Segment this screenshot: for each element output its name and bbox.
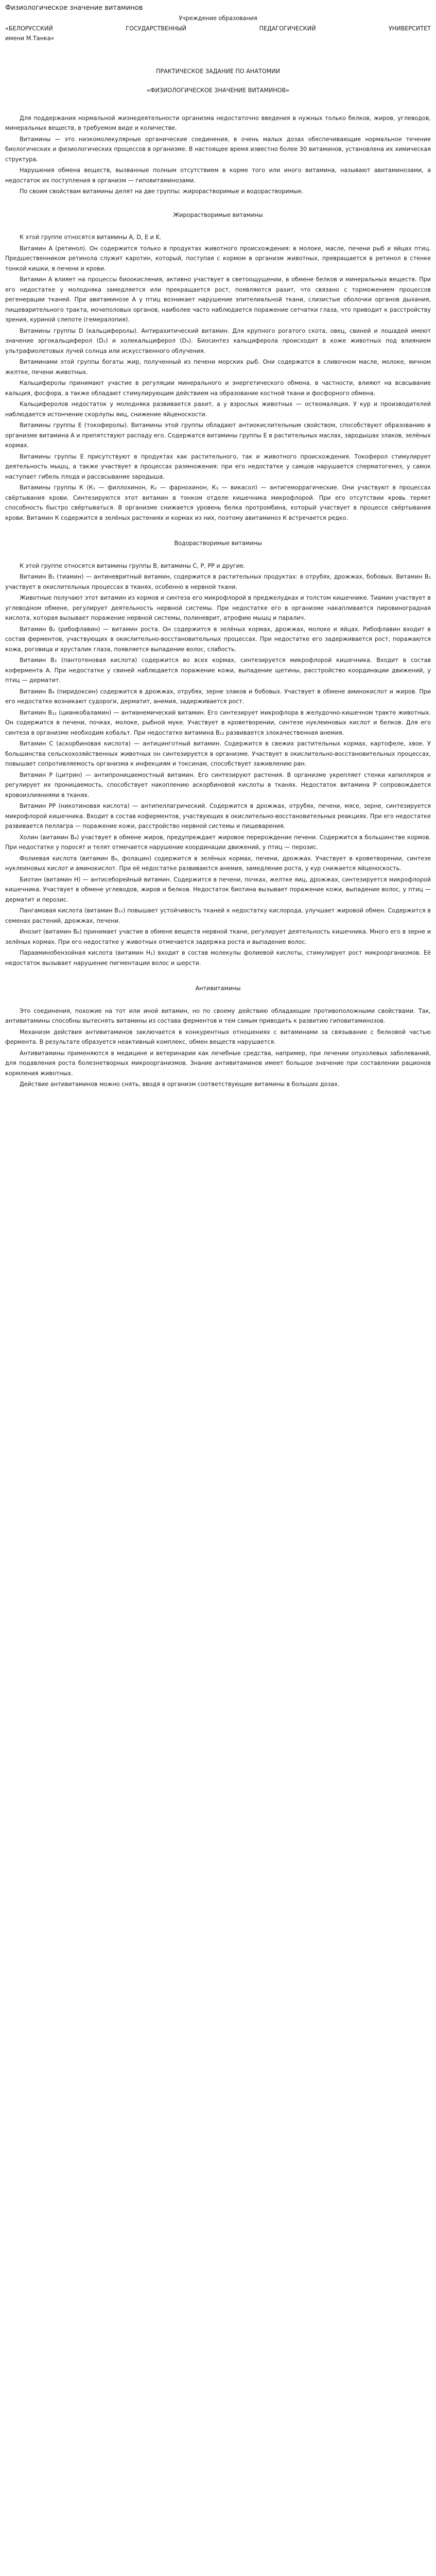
antivitamins-section [5, 1006, 431, 1090]
paragraph: К этой группе относятся витамины группы В, витамины С, Р, РР и другие. [20, 562, 246, 569]
paragraph: Парааминобензойная кислота (витамин Н₁) входит в состав молекулы фолиевой кислоты, стимулирует рост микроорганизмов. Её недостаток вызывает нарушение пигментации волос и шерсти. [5, 950, 431, 967]
water-soluble-section [5, 561, 431, 969]
paragraph: Пангамовая кислота (витамин В₁₅) повышает устойчивость тканей к недостатку кислорода, улучшает жировой обмен. Содержится в семенах растений, дрожжах, печени. [5, 907, 431, 924]
fat-soluble-section [5, 232, 431, 523]
paragraph: Антивитамины применяются в медицине и ветеринарии как лечебные средства, например, при лечении опухолевых заболеваний, для подавления роста болезнетворных микроорганизмов. Знание антивитаминов имеет большое значение при составлении рационов кормления животных. [5, 1049, 431, 1077]
section-title-water-soluble: Водорастворимые витамины [174, 540, 262, 547]
paragraph: Витамин С (аскорбиновая кислота) — антицинготный витамин. Содержится в свежих растительных кормах, картофеле, хвое. У большинства сельскохозяйственных животных он синтезируется в организме. Участвует в окислительно-восстановительных процессах, повышает сопротивляемость организма к инфекциям и токсинам, способствует заживлению ран. [5, 740, 431, 767]
section-title-antivitamins: Антивитамины [195, 985, 241, 992]
paragraph: К этой группе относятся витамины A, D, E и K. [20, 234, 162, 241]
paragraph: Кальциферолов недостаток у молодняка развивается рахит, а у взрослых животных — остеомаляция. У кур и производителей наблюдается истончение скорлупы яиц, снижение яйценоскости. [5, 401, 431, 418]
paragraph: Витамины — это низкомолекулярные органические соединения, в очень малых дозах обеспечивающие нормальное течение биологических и физиологических процессов в организме. В настоящее время известно более 30 витаминов, установлена их химическая структура. [5, 135, 431, 163]
paragraph: Холин (витамин В₄) участвует в обмене жиров, предупреждает жировое перерождение печени. Содержится в большинстве кормов. При недостатке у поросят и телят отмечается нарушение координации движений, у птиц — перозис. [5, 834, 431, 851]
paragraph: Для поддержания нормальной жизнедеятельности организма недостаточно введения в нужных только белков, жиров, углеводов, минеральных веществ, в требуемом виде и количестве. [5, 114, 431, 131]
paragraph: Действие антивитаминов можно снять, вводя в организм соответствующие витамины в больших дозах. [20, 1081, 340, 1088]
paragraph: Фолиевая кислота (витамин В₉, фолацин) содержится в зелёных кормах, печени, дрожжах. Участвует в кроветворении, синтезе нуклеиновых кислот и аминокислот. При её недостатке развиваются анемия, замедление роста, у кур снижается яйценоскость. [5, 855, 431, 872]
paragraph: Это соединения, похожие на тот или иной витамин, но по своему действию обладающие противоположными свойствами. Так, антивитамины способны вытеснять витамины из состава ферментов и тем самым приводить к развитию гиповитаминозов. [5, 1007, 431, 1024]
paragraph: Витаминами этой группы богаты жир, полученный из печени морских рыб. Они содержатся в сливочном масле, молоке, яичном желтке, печени животных. [5, 359, 431, 376]
paragraph: Животные получают этот витамин из кормов и синтеза его микрофлорой в преджелудках и толстом кишечнике. Тиамин участвует в углеводном обмене, регулирует деятельность нервной системы. При недостатке его в организме накапливается пировиноградная кислота, которая вызывает поражение нервной системы, полиневрит, атрофию мышц и паралич. [5, 595, 431, 621]
paragraph: Витамин В₃ (пантотеновая кислота) содержится во всех кормах, синтезируется микрофлорой кишечника. Входит в состав кофермента А. При недостатке у свиней наблюдается поражение кожи, выпадение щетины, расстройство координации движений, у птиц — дерматит. [5, 657, 431, 684]
paragraph: Витамин Р (цитрин) — антипроницаемостный витамин. Его синтезируют растения. В организме укрепляет стенки капилляров и регулирует их проницаемость, способствует накоплению аскорбиновой кислоты в тканях. Недостаток витамина Р сопровождается кровоизлияниями в тканях. [5, 771, 431, 799]
paragraph: Биотин (витамин Н) — антисеборейный витамин. Содержится в печени, почках, желтке яиц, дрожжах, синтезируется микрофлорой кишечника. Участвует в обмене углеводов, жиров и белков. Недостаток биотина вызывает поражение кожи, выпадение волос, у птиц — дерматит и перозис. [5, 876, 431, 903]
intro-section [5, 113, 431, 197]
paragraph: Витамины группы К (К₁ — филлохинон, К₂ — фарнохинон, К₃ — викасол) — антигеморрагические. Они участвуют в процессах свёртывания крови. Синтезируются этот витамин в тонком отделе кишечника микрофлорой. При его отсутствии кровь теряет способность быстро свёртываться. В организме снижается уровень белка протромбина, который участвует в процессе свёртывания крови. Витамин К содержится в зелёных растениях и кормах из них, поэтому авитаминоз К встречается редко. [5, 484, 431, 521]
paragraph: Инозит (витамин В₈) принимает участие в обмене веществ нервной ткани, регулирует деятельность кишечника. Много его в зерне и зелёных кормах. При его недостатке у животных отмечается задержка роста и выпадение волос. [5, 928, 431, 945]
paragraph: Витамин А влияет на процессы биоокисления, активно участвует в светоощущении, в обмене белков и минеральных веществ. При его недостатке у молодняка замедляется или прекращается рост, появляются рахит, что связано с торможением процессов регенерации тканей. При авитаминозе А у птиц возникает нарушение эпителиальной ткани, слизистые оболочки органов дыхания, пищеварительного тракта, мочеполовых органов, наиболее часто наблюдается поражение сетчатки глаза, что приводит к расстройству зрения, куриной слепоте (гемералопия). [5, 276, 431, 323]
paragraph: Витамины группы Е (токоферолы). Витамины этой группы обладают антиокислительным свойством, способствуют образованию в организме витамина А и препятствуют распаду его. Содержатся витамины группы Е в растительных маслах, зародышах злаков, зелёных кормах. [5, 422, 431, 449]
report-title: «ФИЗИОЛОГИЧЕСКОЕ ЗНАЧЕНИЕ ВИТАМИНОВ» [146, 87, 290, 94]
task-title: ПРАКТИЧЕСКОЕ ЗАДАНИЕ ПО АНАТОМИИ [155, 67, 281, 75]
university-name: «БЕЛОРУССКИЙ ГОСУДАРСТВЕННЫЙ ПЕДАГОГИЧЕСКИЙ УНИВЕРСИТЕТ [5, 25, 431, 32]
university-name-suffix: имени М.Танка» [5, 35, 55, 42]
paragraph: Витамин В₁₂ (цианкобаламин) — антианемический витамин. Его синтезирует микрофлора в желудочно-кишечном тракте животных. Он содержится в печени, почках, молоке, рыбной муке. Участвует в кроветворении, синтезе нуклеиновых кислот и белков. Для его синтеза в организме необходим кобальт. При недостатке витамина В₁₂ развивается злокачественная анемия. [5, 709, 431, 736]
paragraph: Витамины группы D (кальциферолы). Антирахитический витамин. Для крупного рогатого скота, овец, свиней и лошадей имеют значение эргокальциферол (D₂) и холекальциферол (D₃). Биосинтез кальциферола происходит в коже животных под влиянием ультрафиолетовых лучей солнца или искусственного облучения. [5, 327, 431, 354]
paragraph: Механизм действия антивитаминов заключается в конкурентных отношениях с витаминами за связывание с белковой частью фермента. В результате образуется неактивный комплекс, обмен веществ нарушается. [5, 1028, 431, 1045]
paragraph: Витамин РР (никотиновая кислота) — антипеллагрический. Содержится в дрожжах, отрубях, печени, мясе, зерне, синтезируется микрофлорой кишечника. Входит в состав коферментов, участвующих в окислительно-восстановительных реакциях. При его недостатке развивается пеллагра — поражение кожи, расстройство нервной системы и пищеварения. [5, 803, 431, 829]
paragraph: Витамин В₂ (рибофлавин) — витамин роста. Он содержится в зелёных кормах, дрожжах, молоке и яйцах. Рибофлавин входит в состав ферментов, участвующих в окислительно-восстановительных процессах. При недостатке его задерживается рост, поражаются кожа, роговица и хрусталик глаза, появляется выпадение волос, слабость. [5, 625, 431, 653]
paragraph: Витамин А (ретинол). Он содержится только в продуктах животного происхождения: в молоке, масле, печени рыб и яйцах птиц. Предшественником ретинола служит каротин, который, поступая с кормом в организм животных, превращается в ретинол в стенке тонкой кишки, в печени и крови. [5, 245, 431, 272]
paragraph: Нарушения обмена веществ, вызванные полным отсутствием в корме того или иного витамина, называют авитаминозами, а недостаток их поступления в организм — гиповитаминозами. [5, 167, 431, 184]
paragraph: По своим свойствам витамины делят на две группы: жирорастворимые и водорастворимые. [20, 188, 304, 195]
org-name: Учреждение образования [179, 15, 257, 22]
document-title: Физиологическое значение витаминов [5, 4, 143, 12]
section-title-fat-soluble: Жирорастворимые витамины [173, 211, 263, 218]
paragraph: Витамин В₁ (тиамин) — антиневритный витамин, содержится в растительных продуктах: в отрубях, дрожжах, бобовых. Витамин В₁ участвует в окислительных процессах в тканях, особенно в нервной ткани. [5, 573, 431, 590]
paragraph: Витамин В₆ (пиридоксин) содержится в дрожжах, отрубях, зерне злаков и бобовых. Участвует в обмене аминокислот и жиров. При его недостатке возникают судороги, дерматит, анемия, задерживается рост. [5, 688, 431, 705]
paragraph: Кальциферолы принимают участие в регуляции минерального и энергетического обмена, в частности, влияют на всасывание кальция, фосфора, а также обладают стимулирующим действием на образование костной ткани и фосфорного обмена. [5, 380, 431, 397]
paragraph: Витамины группы Е присутствуют в продуктах как растительного, так и животного происхождения. Токоферол стимулирует деятельность мышц, а также участвует в процессах размножения: при его недостатке у самцов нарушается сперматогенез, у самок наступает гибель плода и рассасывание зародыша. [5, 453, 431, 480]
